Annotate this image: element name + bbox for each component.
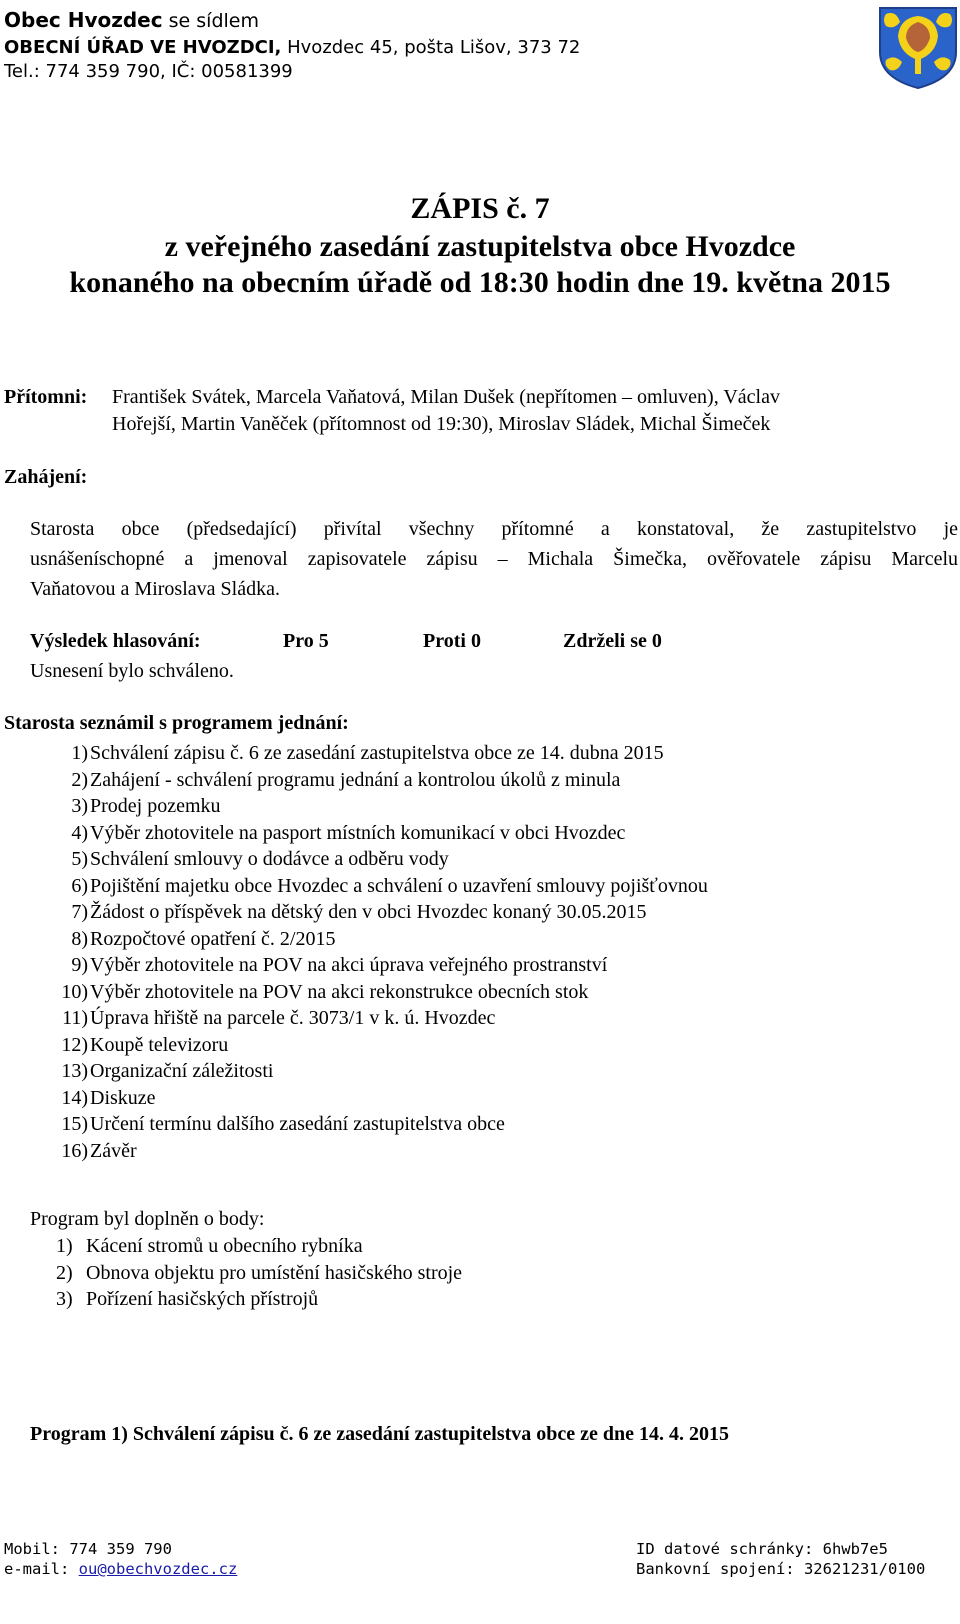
present-list-line: Hořejší, Martin Vaněček (přítomnost od 19:30), Miroslav Sládek, Michal Šimeček <box>112 413 771 435</box>
document-title: ZÁPIS č. 7 <box>410 192 550 225</box>
program-item-text: Úprava hřiště na parcele č. 3073/1 v k. ú. Hvozdec <box>90 1007 496 1029</box>
program-item-number: 12) <box>61 1033 88 1056</box>
added-item <box>56 1288 319 1311</box>
email-link[interactable]: ou@obechvozdec.cz <box>78 1560 238 1578</box>
opening-paragraph-line: Vaňatovou a Miroslava Sládka. <box>30 578 280 600</box>
program-item <box>71 795 221 818</box>
opening-paragraph-line: Starosta obce (předsedající) přivítal všechny přítomné a konstatoval, že zastupitelstvo je <box>30 518 958 540</box>
program-item <box>71 848 449 871</box>
added-item-number: 2) <box>56 1261 73 1284</box>
added-item-text: Kácení stromů u obecního rybníka <box>86 1235 363 1257</box>
letterhead-name <box>4 8 259 32</box>
program-item-number: 16) <box>61 1139 88 1162</box>
program-item <box>71 874 708 898</box>
program-item-text: Rozpočtové opatření č. 2/2015 <box>90 927 336 950</box>
program-item-text: Výběr zhotovitele na pasport místních komunikací v obci Hvozdec <box>90 821 626 844</box>
program-item-text: Schválení smlouvy o dodávce a odběru vody <box>90 848 449 870</box>
program-item-number: 8) <box>71 927 88 950</box>
program-item-text: Žádost o příspěvek na dětský den v obci Hvozdec konaný 30.05.2015 <box>90 901 647 923</box>
footer-bank-account: Bankovní spojení: 32621231/0100 <box>636 1560 926 1578</box>
program-item <box>71 821 626 845</box>
program-item-number: 6) <box>71 874 88 897</box>
present-list-line: František Svátek, Marcela Vaňatová, Milan Dušek (nepřítomen – omluven), Václav <box>112 386 780 408</box>
program-item-number: 5) <box>71 848 88 870</box>
opening-label: Zahájení: <box>4 466 88 488</box>
added-item-text: Obnova objektu pro umístění hasičského stroje <box>86 1261 463 1284</box>
opening-paragraph-line: usnášeníschopné a jmenoval zapisovatele zápisu – Michala Šimečka, ověřovatele zápisu Marcelu <box>30 548 958 570</box>
program-item-text: Výběr zhotovitele na POV na akci úprava veřejného prostranství <box>90 954 608 976</box>
program-item <box>71 901 647 924</box>
added-item <box>56 1235 363 1258</box>
program-item <box>61 1060 274 1083</box>
municipality-name: Obec Hvozdec <box>4 8 163 32</box>
program-item <box>62 1007 496 1030</box>
vote-abstain: Zdrželi se 0 <box>563 630 662 652</box>
program-item-text: Prodej pozemku <box>90 795 221 817</box>
municipality-name-suffix: se sídlem <box>162 10 259 32</box>
coat-of-arms-icon <box>876 4 960 90</box>
letterhead-office <box>4 37 580 58</box>
program-item-number: 14) <box>61 1086 88 1109</box>
document-subtitle-date: konaného na obecním úřadě od 18:30 hodin dne 19. května 2015 <box>69 266 891 299</box>
program-item <box>61 1033 229 1057</box>
footer-databox-id: ID datové schránky: 6hwb7e5 <box>636 1540 888 1558</box>
program-item <box>71 954 608 977</box>
footer-email-label: e-mail: <box>4 1560 79 1578</box>
footer-email <box>4 1560 237 1578</box>
added-item-number: 1) <box>56 1235 73 1257</box>
program-item-number: 4) <box>71 821 88 844</box>
program-item-text: Organizační záležitosti <box>90 1060 274 1082</box>
program-item-text: Diskuze <box>90 1086 156 1109</box>
program-item-text: Závěr <box>90 1139 137 1162</box>
program-item <box>71 927 336 951</box>
program-item <box>71 768 621 792</box>
vote-pro: Pro 5 <box>283 630 329 652</box>
program-item-text: Schválení zápisu č. 6 ze zasedání zastupitelstva obce ze 14. dubna 2015 <box>90 742 664 764</box>
program-item-text: Koupě televizoru <box>90 1033 229 1056</box>
program-item-number: 1) <box>71 742 88 764</box>
program-item-text: Výběr zhotovitele na POV na akci rekonstrukce obecních stok <box>90 980 589 1003</box>
program-item-number: 10) <box>61 980 88 1003</box>
program-heading: Starosta seznámil s programem jednání: <box>4 712 349 734</box>
program-item <box>61 1139 137 1163</box>
office-name: OBECNÍ ÚŘAD VE HVOZDCI, <box>4 37 282 58</box>
program-item-number: 7) <box>71 901 88 923</box>
letterhead-contact: Tel.: 774 359 790, IČ: 00581399 <box>4 61 293 82</box>
program-item-text: Zahájení - schválení programu jednání a kontrolou úkolů z minula <box>90 768 621 791</box>
added-item <box>56 1261 463 1285</box>
program-item <box>61 1086 156 1110</box>
added-item-text: Pořízení hasičských přístrojů <box>86 1288 319 1310</box>
resolution-status: Usnesení bylo schváleno. <box>30 660 234 682</box>
added-items-heading: Program byl doplněn o body: <box>30 1208 265 1230</box>
program-1-heading: Program 1) Schválení zápisu č. 6 ze zasedání zastupitelstva obce ze dne 14. 4. 2015 <box>30 1423 730 1445</box>
program-item-number: 15) <box>61 1113 88 1135</box>
program-item-number: 11) <box>62 1007 88 1029</box>
present-label: Přítomni: <box>4 386 88 408</box>
program-item-number: 13) <box>61 1060 88 1082</box>
program-item-text: Určení termínu dalšího zasedání zastupitelstva obce <box>90 1113 505 1135</box>
footer-mobile: Mobil: 774 359 790 <box>4 1540 172 1558</box>
added-item-number: 3) <box>56 1288 73 1310</box>
program-item-number: 2) <box>71 768 88 791</box>
document-subtitle: z veřejného zasedání zastupitelstva obce Hvozdce <box>164 230 796 263</box>
program-item <box>71 742 664 765</box>
program-item-number: 3) <box>71 795 88 817</box>
vote-result-label: Výsledek hlasování: <box>30 630 201 652</box>
program-item <box>61 980 589 1004</box>
program-item-number: 9) <box>71 954 88 976</box>
vote-against: Proti 0 <box>423 630 481 652</box>
program-item <box>61 1113 505 1136</box>
office-address: Hvozdec 45, pošta Lišov, 373 72 <box>281 37 581 58</box>
program-item-text: Pojištění majetku obce Hvozdec a schválení o uzavření smlouvy pojišťovnou <box>90 874 708 897</box>
